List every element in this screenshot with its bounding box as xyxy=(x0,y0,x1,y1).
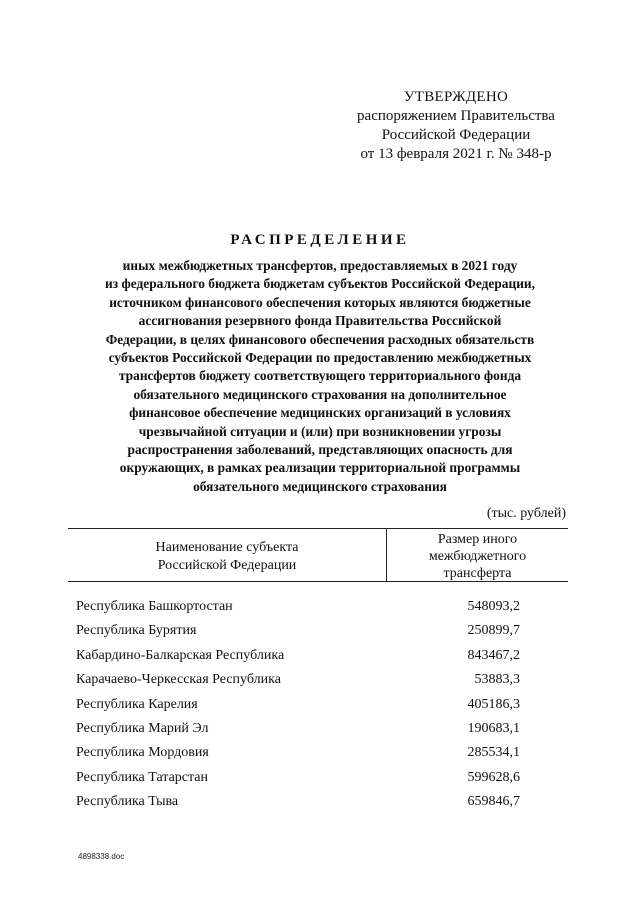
subtitle-line: финансовое обеспечение медицинских организаций в условиях xyxy=(129,405,511,421)
column-header-value-line: межбюджетного xyxy=(428,549,527,564)
approval-title: УТВЕРЖДЕНО xyxy=(403,89,509,105)
column-header-name xyxy=(68,539,386,575)
table-row xyxy=(76,768,566,792)
transfer-amount: 405186,3 xyxy=(467,696,520,712)
subtitle-line: окружающих, в рамках реализации территориальной программы xyxy=(119,460,521,476)
transfer-amount: 250899,7 xyxy=(467,623,520,639)
approval-line-1: распоряжением Правительства xyxy=(357,108,555,124)
transfer-amount: 285534,1 xyxy=(467,745,520,761)
column-header-value xyxy=(387,531,568,582)
subtitle-line: ассигнования резервного фонда Правительства Российской xyxy=(138,313,502,329)
subtitle-line: из федерального бюджета бюджетам субъектов Российской Федерации, xyxy=(105,276,535,292)
subtitle-line: иных межбюджетных трансфертов, предоставляемых в 2021 году xyxy=(122,258,518,273)
transfer-amount: 659846,7 xyxy=(467,794,520,810)
region-name: Кабардино-Балкарская Республика xyxy=(76,647,285,663)
region-name: Республика Бурятия xyxy=(76,623,197,639)
approval-block xyxy=(340,88,572,164)
column-header-value-line: трансферта xyxy=(443,566,512,581)
column-header-value-line: Размер иного xyxy=(437,532,518,547)
document-file-reference: 4898338.doc xyxy=(78,852,125,861)
subtitle-line: распространения заболеваний, представляющих опасность для xyxy=(127,442,513,458)
units-label: (тыс. рублей) xyxy=(486,506,566,521)
table-row xyxy=(76,719,566,743)
table-body xyxy=(76,597,566,817)
table-row xyxy=(76,597,566,621)
subtitle-line: обязательного медицинского страхования xyxy=(193,478,447,494)
table-row xyxy=(76,695,566,719)
table-header xyxy=(68,528,568,582)
transfer-amount: 843467,2 xyxy=(467,647,520,663)
region-name: Республика Марий Эл xyxy=(76,720,209,736)
transfer-amount: 548093,2 xyxy=(467,599,520,614)
region-name: Республика Мордовия xyxy=(76,745,209,761)
subtitle-line: трансфертов бюджету соответствующего территориального фонда xyxy=(118,368,522,384)
table-row xyxy=(76,670,566,694)
subtitle-line: чрезвычайной ситуации и (или) при возникновении угрозы xyxy=(138,423,502,439)
subtitle-line: обязательного медицинского страхования на дополнительное xyxy=(133,386,507,402)
transfer-amount: 599628,6 xyxy=(467,769,520,785)
region-name: Республика Карелия xyxy=(76,696,198,712)
table-row xyxy=(76,792,566,816)
document-subtitle xyxy=(60,257,580,496)
approval-line-3: от 13 февраля 2021 г. № 348-р xyxy=(360,146,552,162)
subtitle-line: Федерации, в целях финансового обеспечения расходных обязательств xyxy=(105,331,535,347)
table-row xyxy=(76,743,566,767)
document-heading: РАСПРЕДЕЛЕНИЕ xyxy=(230,232,410,248)
region-name: Республика Татарстан xyxy=(76,769,209,785)
table-row xyxy=(76,621,566,645)
subtitle-line: источником финансового обеспечения которых являются бюджетные xyxy=(109,294,531,310)
subtitle-line: субъектов Российской Федерации по предоставлению межбюджетных xyxy=(108,350,532,366)
transfer-amount: 190683,1 xyxy=(467,720,520,736)
region-name: Карачаево-Черкесская Республика xyxy=(76,672,281,688)
approval-line-2: Российской Федерации xyxy=(381,127,531,143)
column-header-name-line: Наименование субъекта xyxy=(155,540,299,555)
column-header-name-line: Российской Федерации xyxy=(157,558,297,573)
table-row xyxy=(76,646,566,670)
region-name: Республика Тыва xyxy=(76,794,179,810)
region-name: Республика Башкортостан xyxy=(76,599,233,614)
transfer-amount: 53883,3 xyxy=(474,672,520,688)
